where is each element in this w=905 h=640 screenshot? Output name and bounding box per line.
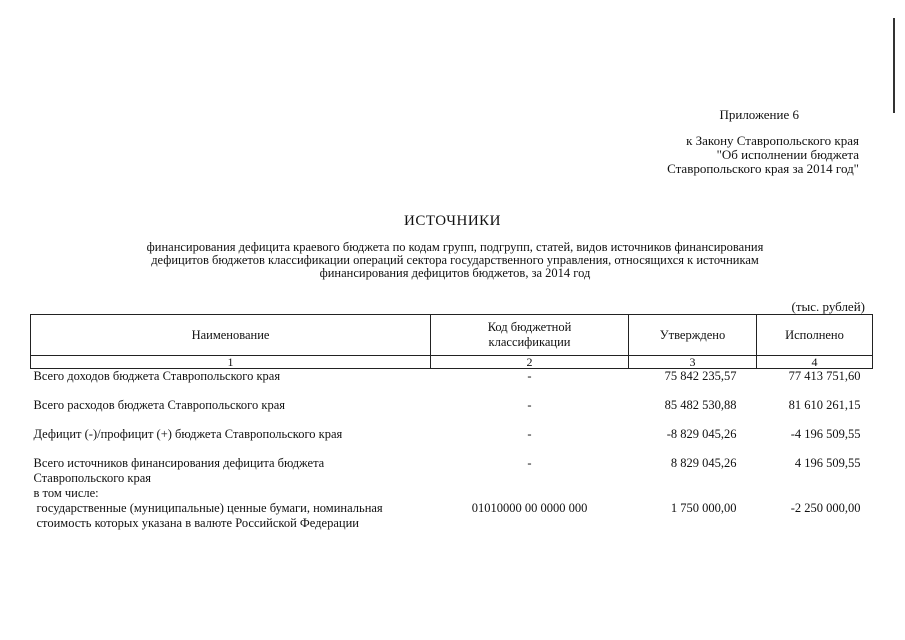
row-code	[431, 486, 629, 501]
row-approved: -8 829 045,26	[666, 427, 737, 441]
row-executed: -2 250 000,00	[790, 501, 861, 515]
column-number-row	[31, 356, 873, 369]
row-code: -	[527, 398, 532, 412]
row-approved: 85 482 530,88	[664, 398, 737, 412]
appendix-label: Приложение 6	[719, 107, 799, 122]
row-approved: 1 750 000,00	[670, 501, 737, 515]
column-number: 2	[431, 356, 629, 369]
row-name: Всего расходов бюджета Ставропольского края	[33, 398, 285, 412]
table-row	[31, 398, 873, 427]
row-name: в том числе:	[33, 486, 99, 500]
row-name: государственные (муниципальные) ценные бумаги, номинальная стоимость которых указана в валюте Российской Федерации	[36, 501, 383, 530]
column-number: 1	[31, 356, 431, 369]
row-approved: 75 842 235,57	[664, 369, 737, 383]
table-row	[31, 456, 873, 486]
sources-table	[30, 314, 873, 531]
appendix-line: к Закону Ставропольского края	[686, 133, 859, 148]
page-edge-line	[893, 18, 895, 113]
appendix-line: "Об исполнении бюджета	[716, 147, 859, 162]
table-row	[31, 369, 873, 399]
row-name: Дефицит (-)/профицит (+) бюджета Ставропольского края	[33, 427, 343, 441]
row-approved	[629, 486, 757, 501]
column-header-code: Код бюджетной классификации	[431, 315, 629, 356]
row-code: 01010000 00 0000 000	[471, 501, 588, 515]
subtitle-line: финансирования дефицита краевого бюджета по кодам групп, подгрупп, статей, видов источников финансирования	[146, 240, 764, 254]
units-label: (тыс. рублей)	[791, 299, 865, 314]
column-number: 3	[629, 356, 757, 369]
row-executed	[757, 486, 873, 501]
column-number: 4	[757, 356, 873, 369]
row-executed: 4 196 509,55	[794, 456, 861, 470]
row-code: -	[527, 456, 532, 470]
column-header-approved: Утверждено	[629, 315, 757, 356]
row-executed: 77 413 751,60	[788, 369, 861, 383]
table-header-row	[31, 315, 873, 356]
row-code: -	[527, 369, 532, 383]
document-subtitle	[75, 241, 835, 280]
row-code: -	[527, 427, 532, 441]
subtitle-line: финансирования дефицитов бюджетов, за 2014 год	[319, 266, 591, 280]
table-row	[31, 501, 873, 531]
column-header-name: Наименование	[31, 315, 431, 356]
appendix-header	[667, 108, 859, 176]
column-header-executed: Исполнено	[757, 315, 873, 356]
row-approved: 8 829 045,26	[670, 456, 737, 470]
table-row	[31, 486, 873, 501]
row-name: Всего источников финансирования дефицита бюджета Ставропольского края	[33, 456, 325, 485]
row-executed: -4 196 509,55	[790, 427, 861, 441]
row-name: Всего доходов бюджета Ставропольского края	[33, 369, 281, 383]
subtitle-line: дефицитов бюджетов классификации операций сектора государственного управления, относящихся к источникам	[151, 253, 759, 267]
appendix-line: Ставропольского края за 2014 год"	[667, 161, 859, 176]
table-row	[31, 427, 873, 456]
row-executed: 81 610 261,15	[788, 398, 861, 412]
document-title: ИСТОЧНИКИ	[403, 213, 501, 229]
